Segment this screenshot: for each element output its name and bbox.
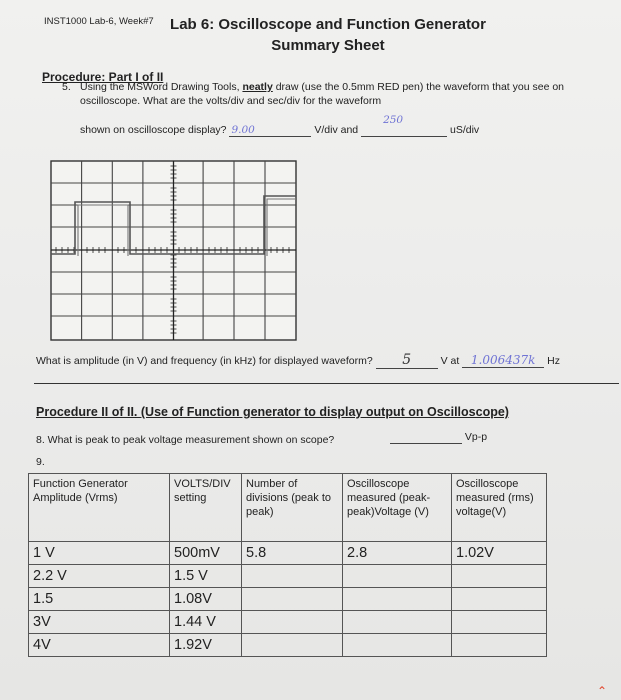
shown-label: shown on oscilloscope display?	[80, 124, 227, 136]
cell-volts-div: 500mV	[170, 542, 242, 565]
cell-divisions	[242, 611, 343, 634]
header-volts-div: VOLTS/DIV setting	[170, 474, 242, 542]
header-function-generator: Function Generator Amplitude (Vrms)	[29, 474, 170, 542]
amplitude-frequency-question	[36, 352, 560, 369]
question-5-text: Using the MSWord Drawing Tools, neatly draw (use the 0.5mm RED pen) the waveform that you see on oscilloscope. What are the volts/div and sec/div for the waveform	[80, 81, 565, 107]
amplitude-question-text: What is amplitude (in V) and frequency (in kHz) for displayed waveform?	[36, 355, 373, 367]
question-8: 8. What is peak to peak voltage measurement shown on scope?	[36, 434, 335, 446]
amplitude-blank	[376, 352, 438, 369]
part2-heading: Procedure II of II. (Use of Function generator to display output on Oscilloscope)	[36, 405, 509, 419]
table-row	[29, 565, 547, 588]
time-div-unit: uS/div	[449, 124, 480, 136]
title-line-2: Summary Sheet	[271, 37, 385, 54]
volts-div-value: 9.00	[231, 124, 255, 136]
cell-volts-div: 1.92V	[170, 634, 242, 657]
time-div-value: 250	[383, 114, 404, 126]
table-row	[29, 542, 547, 565]
frequency-unit: Hz	[547, 355, 560, 367]
volts-div-unit: V/div and	[314, 124, 359, 136]
header-measured-pp: Oscilloscope measured (peak-peak)Voltage (V)	[343, 474, 452, 542]
vpp-unit: Vp-p	[464, 431, 488, 443]
frequency-blank	[462, 353, 544, 368]
course-header: INST1000 Lab-6, Week#7	[44, 16, 154, 27]
cell-volts-div: 1.08V	[170, 588, 242, 611]
cell-divisions	[242, 588, 343, 611]
table-header-row	[29, 474, 547, 542]
cell-amplitude: 4V	[29, 634, 170, 657]
cell-measured-pp	[343, 611, 452, 634]
amplitude-unit: V at	[440, 355, 460, 367]
cell-measured-rms	[452, 565, 547, 588]
table-row	[29, 611, 547, 634]
cell-measured-rms	[452, 588, 547, 611]
cell-amplitude: 3V	[29, 611, 170, 634]
cell-measured-rms	[452, 634, 547, 657]
page-title	[168, 14, 488, 56]
cell-volts-div: 1.44 V	[170, 611, 242, 634]
cell-amplitude: 2.2 V	[29, 565, 170, 588]
part1-heading: Procedure: Part I of II	[42, 70, 164, 84]
cell-measured-rms	[452, 611, 547, 634]
cell-volts-div: 1.5 V	[170, 565, 242, 588]
cell-measured-pp	[343, 588, 452, 611]
table-row	[29, 588, 547, 611]
vpp-blank	[390, 431, 462, 444]
title-line-1: Lab 6: Oscilloscope and Function Generator	[170, 16, 486, 33]
cell-divisions: 5.8	[242, 542, 343, 565]
emphasis-neatly: neatly	[242, 81, 273, 93]
red-caret-mark: ⌃	[596, 684, 607, 698]
frequency-value: 1.006437k	[470, 353, 536, 367]
shown-on-display-line	[80, 114, 480, 137]
time-div-blank	[361, 114, 447, 137]
amplitude-value: 5	[402, 352, 412, 368]
cell-measured-pp	[343, 565, 452, 588]
question-9-label: 9.	[36, 456, 45, 468]
cell-divisions	[242, 634, 343, 657]
cell-amplitude: 1.5	[29, 588, 170, 611]
oscilloscope-grid-drawing	[50, 160, 298, 342]
volts-div-blank	[229, 124, 311, 137]
question-8-answer	[390, 431, 487, 444]
table-row	[29, 634, 547, 657]
cell-amplitude: 1 V	[29, 542, 170, 565]
header-number-divisions: Number of divisions (peak to peak)	[242, 474, 343, 542]
cell-measured-pp	[343, 634, 452, 657]
cell-divisions	[242, 565, 343, 588]
measurement-table	[28, 473, 547, 657]
cell-measured-pp: 2.8	[343, 542, 452, 565]
question-5-number: 5.	[62, 81, 71, 93]
section-divider	[34, 383, 619, 384]
cell-measured-rms: 1.02V	[452, 542, 547, 565]
header-measured-rms: Oscilloscope measured (rms) voltage(V)	[452, 474, 547, 542]
